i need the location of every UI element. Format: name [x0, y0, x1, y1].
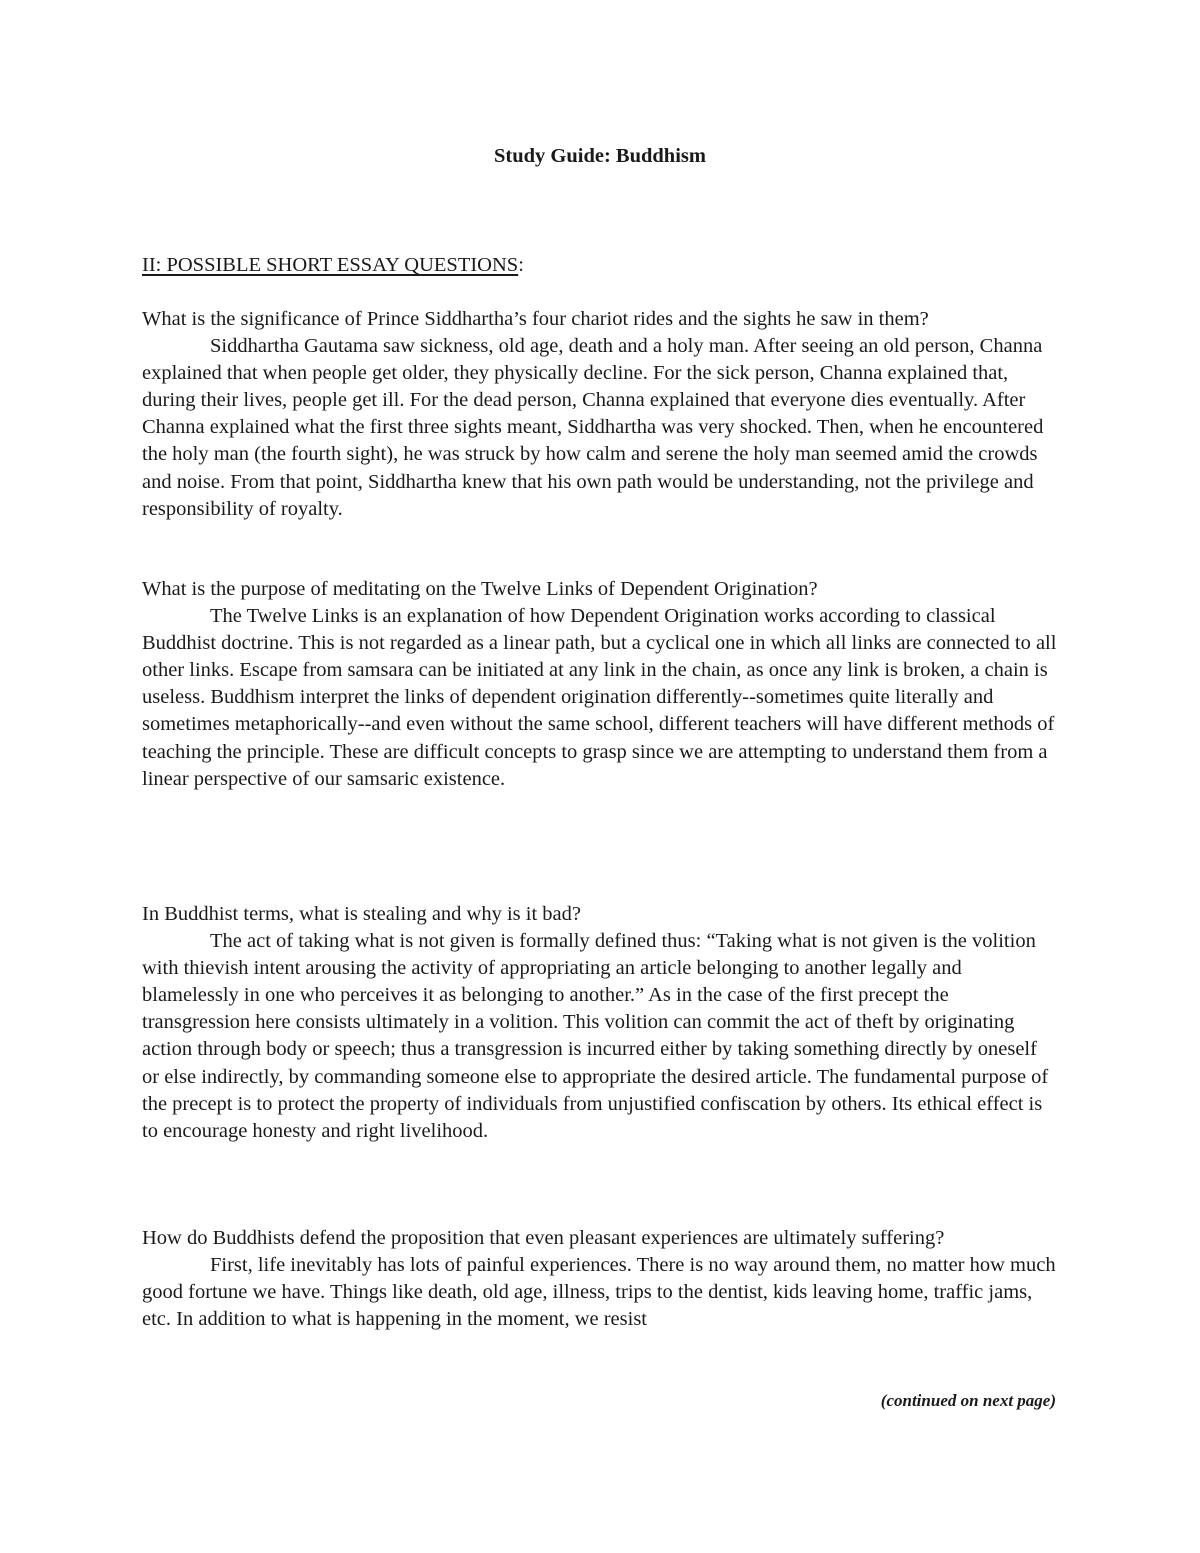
continued-note: (continued on next page): [880, 1391, 1056, 1410]
answer-text: The Twelve Links is an explanation of how Dependent Origination works according to classical Buddhist doctrine. This is not regarded as a linear path, but a cyclical one in which all links are connected to all other links. Escape from samsara can be initiated at any link in the chain, as once any link is broken, a chain is useless. Buddhism interpret the links of dependent origination differently--sometimes quite literally and sometimes metaphorically--and even without the same school, different teachers will have different methods of teaching the principle. These are difficult concepts to grasp since we are attempting to understand them from a linear perspective of our samsaric existence.: [142, 605, 1057, 790]
question-text: What is the significance of Prince Siddhartha’s four chariot rides and the sights he saw in them?: [142, 308, 929, 330]
answer-text: Siddhartha Gautama saw sickness, old age, death and a holy man. After seeing an old person, Channa explained that when people get older, they physically decline. For the sick person, Channa explained that, during their lives, people get ill. For the dead person, Channa explained that everyone dies eventually. After Channa explained what the first three sights meant, Siddhartha was very shocked. Then, when he encountered the holy man (the fourth sight), he was struck by how calm and serene the holy man seemed amid the crowds and noise. From that point, Siddhartha knew that his own path would be understanding, not the privilege and responsibility of royalty.: [142, 335, 1044, 520]
answer-text: First, life inevitably has lots of painful experiences. There is no way around them, no matter how much good fortune we have. Things like death, old age, illness, trips to the dentist, kids leaving home, traffic jams, etc. In addition to what is happening in the moment, we resist: [142, 1254, 1056, 1331]
document-title: Study Guide: Buddhism: [494, 145, 706, 167]
qa-block-chariot-rides: [142, 306, 1062, 523]
qa-block-pleasant-suffering: [142, 1225, 1062, 1333]
question-text: In Buddhist terms, what is stealing and why is it bad?: [142, 903, 581, 925]
section-heading-text: II: POSSIBLE SHORT ESSAY QUESTIONS: [142, 254, 519, 276]
answer-text: The act of taking what is not given is formally defined thus: “Taking what is not given is the volition with thievish intent arousing the activity of appropriating an article belonging to another legally and blamelessly in one who perceives it as belonging to another.” As in the case of the first precept the transgression here consists ultimately in a volition. This volition can commit the act of theft by originating action through body or speech; thus a transgression is incurred either by taking something directly by oneself or else indirectly, by commanding someone else to appropriate the desired article. The fundamental purpose of the precept is to protect the property of individuals from unjustified confiscation by others. Its ethical effect is to encourage honesty and right livelihood.: [142, 930, 1049, 1142]
section-heading: [142, 252, 524, 279]
question-text: What is the purpose of meditating on the Twelve Links of Dependent Origination?: [142, 578, 818, 600]
qa-block-stealing: [142, 901, 1062, 1145]
qa-block-twelve-links: [142, 576, 1062, 793]
question-text: How do Buddhists defend the proposition that even pleasant experiences are ultimately suffering?: [142, 1227, 945, 1249]
section-heading-colon: :: [518, 254, 524, 276]
